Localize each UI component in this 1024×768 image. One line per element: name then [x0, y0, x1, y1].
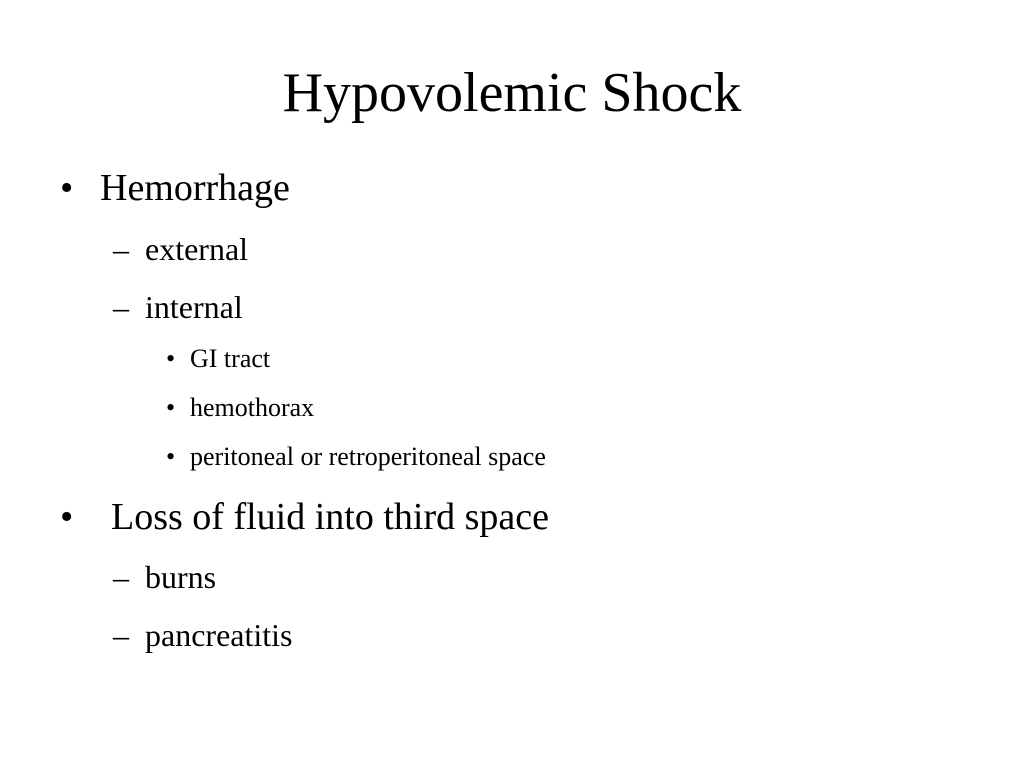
bullet-text: Hemorrhage — [100, 167, 290, 209]
bullet-marker: • — [166, 442, 176, 471]
sub-item-text: internal — [145, 289, 243, 325]
dash-marker: – — [113, 559, 129, 595]
dash-marker: – — [113, 617, 129, 653]
sub-item-text: pancreatitis — [145, 617, 293, 653]
dash-marker: – — [113, 231, 129, 267]
dash-marker: – — [113, 289, 129, 325]
sub-item-text: external — [145, 231, 249, 267]
bullet-text: Loss of fluid into third space — [111, 496, 549, 538]
sub-sub-item-text: peritoneal or retroperitoneal space — [190, 442, 546, 471]
bullet-marker: • — [60, 496, 74, 538]
bullet-marker: • — [166, 393, 176, 422]
bullet-marker: • — [60, 167, 74, 209]
sub-sub-item-text: hemothorax — [190, 393, 315, 422]
bullet-marker: • — [166, 344, 176, 373]
sub-sub-item-text: GI tract — [190, 344, 271, 373]
slide-title: Hypovolemic Shock — [282, 62, 742, 124]
sub-item-text: burns — [145, 559, 217, 595]
